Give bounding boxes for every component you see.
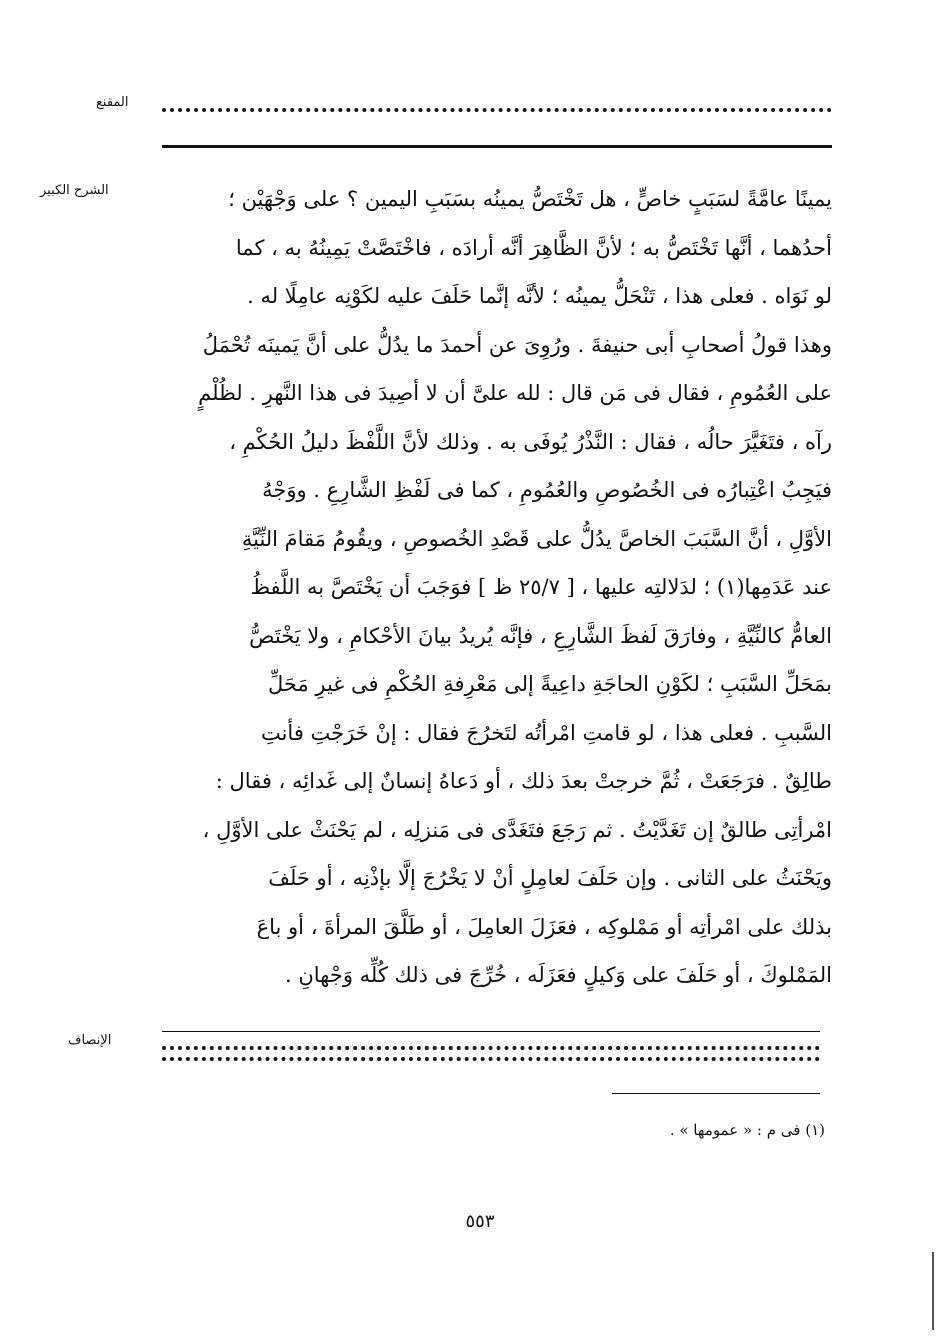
footnote: (١) فى م : « عمومها » . bbox=[669, 1121, 825, 1139]
text-line: فيَجِبُ اعْتِبارُه فى الخُصُوصِ والعُمُومِ ، كما فى لَفْظِ الشَّارِعِ . ووَجْهُ bbox=[262, 478, 832, 502]
text-line: الأوَّلِ ، أنَّ السَّبَبَ الخاصَّ يدُلُّ على قَصْدِ الخُصوصِ ، ويقُومُ مَقامَ النِّيَّةِ bbox=[241, 526, 832, 551]
text-line: رآه ، فتَغَيَّرَ حالُه ، فقال : النَّذْرُ يُوفَى به . وذلك لأنَّ اللَّفْظَ دليلُ الحُكْمِ ، bbox=[229, 429, 832, 454]
page-number: ٥٥٣ bbox=[465, 1211, 495, 1232]
text-line: المَمْلوكَ ، أو حَلَفَ على وَكيلٍ فعَزَلَه ، خُرِّجَ فى ذلك كُلِّه وَجْهانِ . bbox=[284, 963, 832, 987]
insaf-top-rule bbox=[162, 1031, 820, 1032]
text-line: وهذا قولُ أصحابِ أبى حنيفةَ . ورُوِىَ عن أحمدَ ما يدُلُّ على أنَّ يَمينَه تُحْمَلُ bbox=[202, 332, 832, 357]
text-line: السَّببِ . فعلى هذا ، لو قامتِ امْرأتُه لتَخرُجَ فقال : إنْ خَرَجْتِ فأنتِ bbox=[260, 720, 832, 745]
text-line: طالِقٌ . فرَجَعَتْ ، ثُمَّ خرجتْ بعدَ ذلك ، أو دَعاهُ إنسانٌ إلى غَدائِه ، فقال : bbox=[215, 769, 832, 793]
header-thick-rule bbox=[162, 145, 832, 148]
text-line: امْرأتِى طالقٌ إن تَغَدَّيْتُ . ثم رَجَعَ فتَغَدَّى فى مَنزلِه ، لم يَحْنَثْ على الأوَّلِ ، bbox=[202, 817, 832, 842]
text-line: بمَحَلِّ السَّبَبِ ؛ لكَوْنِ الحاجَةِ داعِيةً إلى مَعْرِفةِ الحُكْمِ فى غيرِ مَحَلِّ bbox=[268, 672, 832, 696]
scan-edge-mark bbox=[932, 1252, 934, 1330]
text-line: العامُّ كالنِّيَّةِ ، وفارَقَ لَفظَ الشَّارِعِ ، فإنَّه يُريدُ بيانَ الأحْكامِ ، ولا يَخْتَصُّ bbox=[249, 623, 832, 648]
text-line: عند عَدَمِها(١) ؛ لدَلالتِه عليها ، [ ٢٥/٧ ظ ] فوَجَبَ أن يَخْتَصَّ به اللَّفظُ bbox=[250, 575, 832, 599]
footnote-separator bbox=[612, 1093, 820, 1094]
header-dotted-line bbox=[162, 108, 832, 112]
text-line: يمينًا عامَّةً لسَبَبٍ خاصٍّ ، هل تَخْتَصُّ يمينُه بسَبَبِ اليمين ؟ على وَجْهَيْن ؛ bbox=[228, 187, 832, 211]
sidebar-label-insaf: الإنصاف bbox=[68, 1033, 112, 1048]
insaf-dotted-line-2 bbox=[162, 1057, 820, 1061]
text-line: بذلك على امْرأتِه أو مَمْلوكِه ، فعَزَلَ العامِلَ ، أو طَلَّقَ المرأةَ ، أو باعَ bbox=[256, 914, 832, 939]
text-line: ويَحْنَثُ على الثانى . وإن حَلَفَ لعامِلٍ أنْ لا يَخْرُجَ إلَّا بإذْنِه ، أو حَلَفَ bbox=[268, 866, 832, 890]
insaf-dotted-line-1 bbox=[162, 1046, 820, 1050]
text-line: على العُمُومِ ، فقال فى مَن قال : لله علىَّ أن لا أصِيدَ فى هذا النَّهرِ . لظُلْمٍ bbox=[198, 381, 832, 405]
text-line: لو نَوَاه . فعلى هذا ، تَنْحَلُّ يمينُه ؛ لأنَّه إنَّما حَلَفَ عليه لكَوْنِه عامِلًا له . bbox=[247, 284, 832, 308]
text-line: أحدُهما ، أنَّها تَخْتَصُّ به ؛ لأنَّ الظَّاهِرَ أنَّه أرادَه ، فاخْتَصَّتْ يَمِينُهُ به ، كما bbox=[235, 235, 832, 260]
header-label-almuqni: المقنع bbox=[96, 95, 129, 110]
sidebar-label-sharh: الشرح الكبير bbox=[40, 183, 109, 198]
main-text-block bbox=[162, 175, 832, 1000]
